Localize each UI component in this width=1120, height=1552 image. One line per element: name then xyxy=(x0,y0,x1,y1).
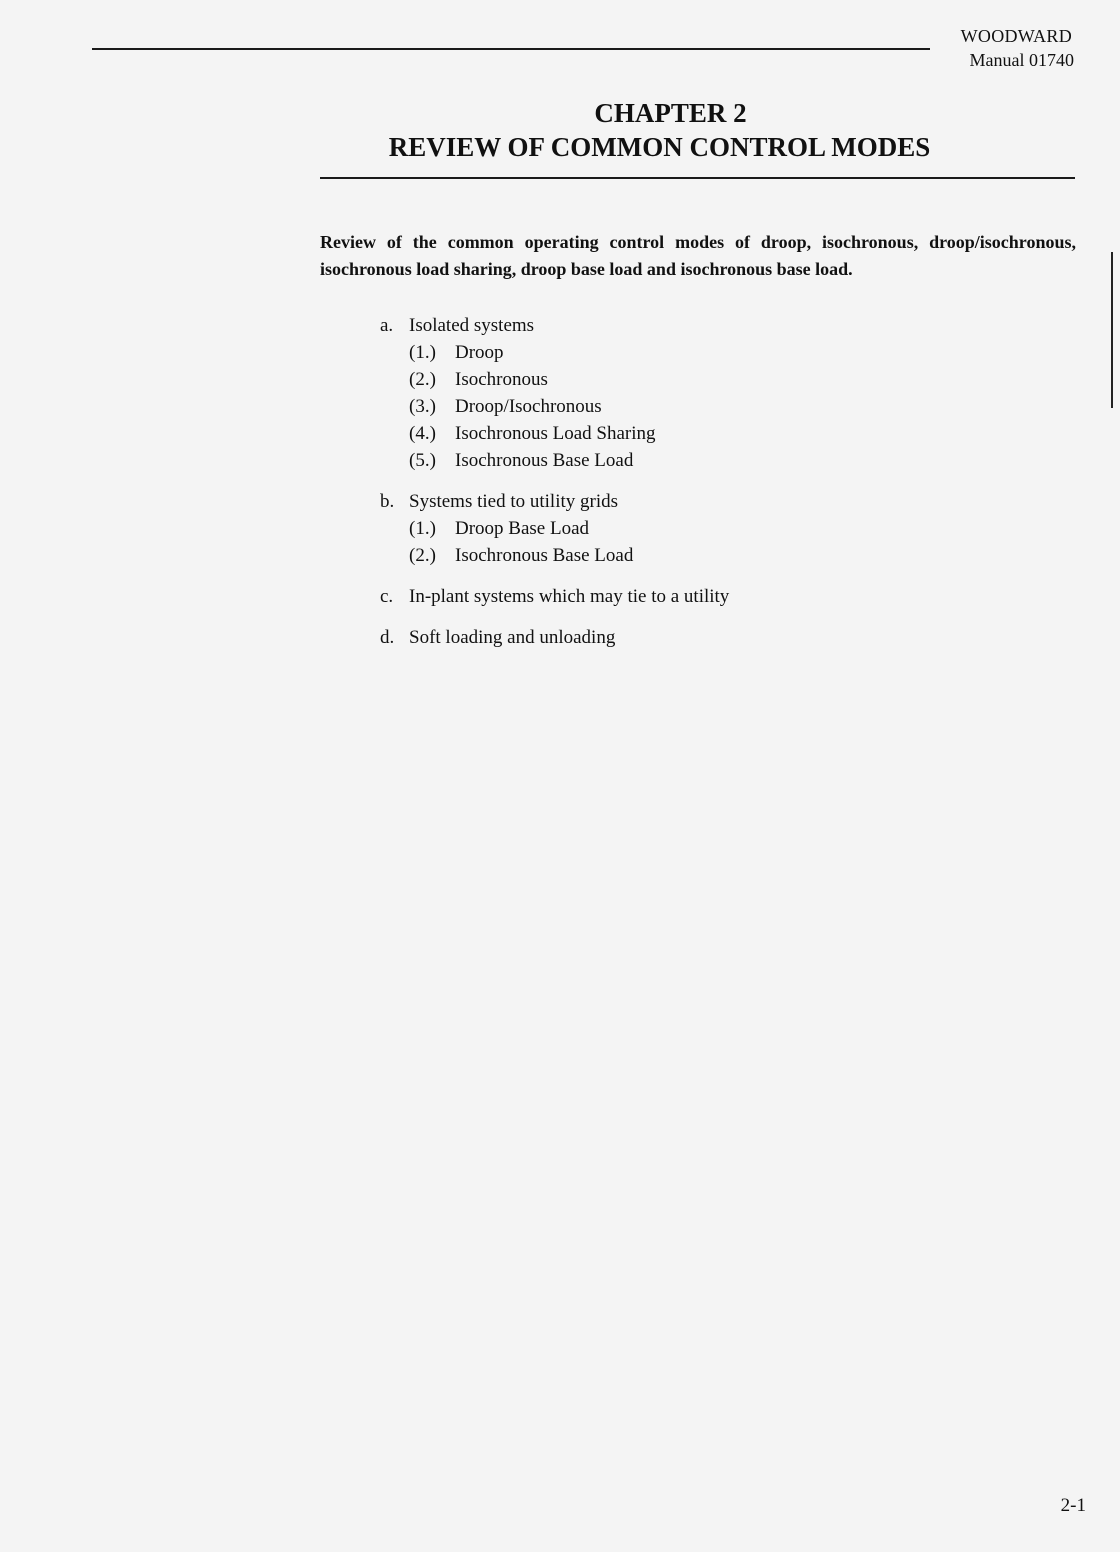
chapter-title: REVIEW OF COMMON CONTROL MODES xyxy=(388,132,931,162)
outline-item xyxy=(380,488,1060,515)
outline-subitem xyxy=(380,420,1060,447)
chapter-number: CHAPTER 2 xyxy=(594,98,747,128)
outline-label: Isolated systems xyxy=(409,315,535,336)
outline-item xyxy=(380,624,1060,651)
outline-subitem xyxy=(380,339,1060,366)
change-bar xyxy=(1111,252,1113,408)
outline-submarker: (1.) xyxy=(409,342,436,363)
outline-submarker: (4.) xyxy=(409,423,436,444)
outline-sublabel: Isochronous Base Load xyxy=(455,545,634,566)
outline-submarker: (3.) xyxy=(409,396,436,417)
header-brand: WOODWARD xyxy=(960,26,1072,46)
outline-sublabel: Isochronous Load Sharing xyxy=(455,423,656,444)
header-rule xyxy=(92,48,930,50)
outline-submarker: (1.) xyxy=(409,518,436,539)
outline-label: Systems tied to utility grids xyxy=(409,491,619,512)
title-rule xyxy=(320,177,1075,179)
outline-marker: c. xyxy=(380,586,394,607)
outline-group-b xyxy=(380,488,1060,569)
outline-submarker: (2.) xyxy=(409,369,436,390)
page-number: 2-1 xyxy=(1060,1495,1086,1516)
outline-group-a xyxy=(380,312,1060,474)
outline-subitem xyxy=(380,515,1060,542)
outline-group-c xyxy=(380,583,1060,610)
outline-sublabel: Droop/Isochronous xyxy=(455,396,602,417)
intro-paragraph: Review of the common operating control modes of droop, isochronous, droop/isochronous, isochronous load sharing, droop base load and isochronous base load. xyxy=(320,232,1076,279)
outline-list xyxy=(380,312,1060,665)
outline-item xyxy=(380,583,1060,610)
outline-sublabel: Droop xyxy=(455,342,504,363)
outline-marker: a. xyxy=(380,315,394,336)
outline-subitem xyxy=(380,393,1060,420)
outline-group-d xyxy=(380,624,1060,651)
outline-submarker: (2.) xyxy=(409,545,436,566)
outline-item xyxy=(380,312,1060,339)
outline-sublabel: Droop Base Load xyxy=(455,518,590,539)
chapter-heading xyxy=(320,96,1075,164)
header-manual-number: Manual 01740 xyxy=(969,50,1074,70)
outline-sublabel: Isochronous Base Load xyxy=(455,450,634,471)
outline-subitem xyxy=(380,366,1060,393)
outline-sublabel: Isochronous xyxy=(455,369,548,390)
outline-label: Soft loading and unloading xyxy=(409,627,616,648)
outline-label: In-plant systems which may tie to a utility xyxy=(409,586,730,607)
outline-submarker: (5.) xyxy=(409,450,436,471)
outline-marker: b. xyxy=(380,491,395,512)
outline-marker: d. xyxy=(380,627,395,648)
outline-subitem xyxy=(380,447,1060,474)
outline-subitem xyxy=(380,542,1060,569)
